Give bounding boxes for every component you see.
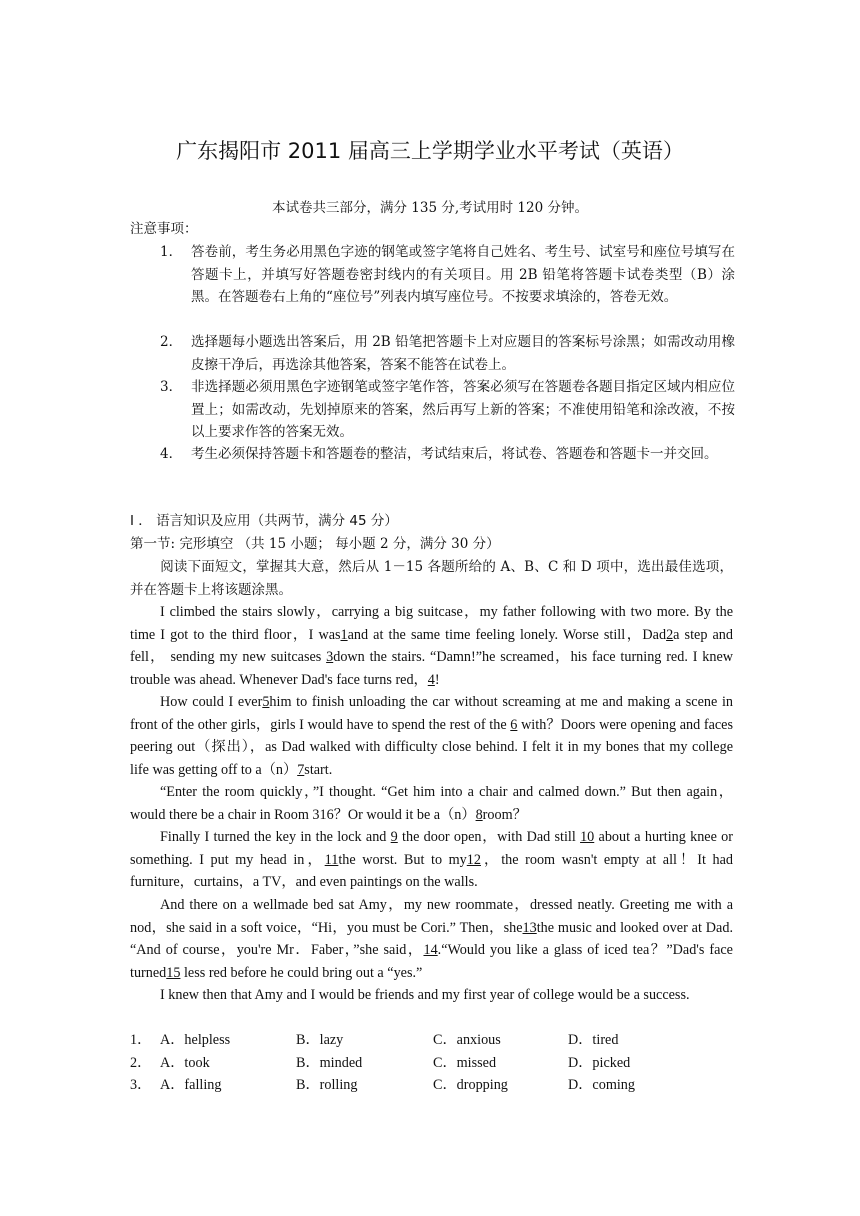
blank-1: 1 <box>340 626 348 643</box>
option-a: A．took <box>160 1054 210 1071</box>
option-d: D．picked <box>568 1054 631 1071</box>
notice-item <box>160 241 735 309</box>
option-c: C．missed <box>433 1054 497 1071</box>
blank-14: 14 <box>423 942 438 959</box>
question-number: 1． <box>130 1032 152 1048</box>
option-c: C．dropping <box>433 1077 508 1094</box>
blank-4: 4 <box>427 671 435 688</box>
exam-subtitle: 本试卷共三部分，满分 135 分,考试用时 120 分钟。 <box>272 200 588 216</box>
option-b: B．rolling <box>296 1077 358 1094</box>
option-b: B．minded <box>296 1054 363 1071</box>
passage-paragraph <box>130 826 733 894</box>
notice-heading: 注意事项： <box>130 221 198 237</box>
question-number: 3． <box>130 1077 152 1094</box>
passage-text: .“Would you like a glass of iced tea？”Dad's face turned <box>130 942 733 981</box>
passage-text: him to finish unloading the car without screaming at me and making a scene in front of the other girls，girls I would have to spend the rest of the <box>130 694 733 733</box>
notice-item <box>160 331 735 376</box>
passage-paragraph <box>130 601 733 691</box>
passage-text: the door open，with Dad still <box>397 829 581 845</box>
page-title: 广东揭阳市 2011 届高三上学期学业水平考试（英语） <box>176 139 684 163</box>
blank-15: 15 <box>166 964 181 981</box>
passage-text: ，the room wasn't empty at all！It had furniture，curtains，a TV，and even paintings on the walls. <box>130 851 733 891</box>
question-number: 2． <box>130 1054 152 1071</box>
notice-text: 答卷前，考生务必用黑色字迹的钢笔或签字笔将自己姓名、考生号、试室号和座位号填写在答题卡上，并填写好答题卷密封线内的有关项目。用 2B 铅笔将答题卡试卷类型（B）涂黑。在答题卷右上角的“座位号”列表内填写座位号。不按要求填涂的，答卷无效。 <box>191 244 735 305</box>
passage-text: with？Doors were opening and faces peering out（探出），as Dad walked with difficulty close behind. I felt it in my bones that my college life was getting off to a（n） <box>130 716 734 778</box>
passage-text: a step and fell， sending my new suitcases <box>130 626 733 666</box>
blank-11: 11 <box>324 851 339 868</box>
notice-number: 3． <box>160 379 183 395</box>
blank-13: 13 <box>522 919 537 936</box>
option-row <box>130 1074 733 1097</box>
passage-text: “Enter the room quickly，”I thought. “Get him into a chair and calmed down.” But then again，would there be a chair in Room 316？Or would it be a（n） <box>130 784 733 823</box>
option-a: A．falling <box>160 1077 222 1094</box>
passage-text: Finally I turned the key in the lock and <box>160 829 391 845</box>
notice-number: 2． <box>160 334 183 350</box>
blank-3: 3 <box>326 649 334 666</box>
options-list <box>130 1029 733 1097</box>
option-d: D．tired <box>568 1032 619 1048</box>
passage-paragraph <box>130 894 733 984</box>
option-row <box>130 1052 733 1075</box>
section-heading: 第一节: 完形填空 （共 15 小题； 每小题 2 分，满分 30 分） <box>130 536 500 552</box>
notice-text: 考生必须保持答题卡和答题卷的整洁，考试结束后，将试卷、答题卷和答题卡一并交回。 <box>191 446 718 462</box>
option-a: A．helpless <box>160 1032 231 1048</box>
passage-text: And there on a wellmade bed sat Amy，my new roommate，dressed neatly. Greeting me with a nod，she said in a soft voice，“Hi，you must be Cori.” Then，she <box>130 897 733 936</box>
notice-text: 选择题每小题选出答案后，用 2B 铅笔把答题卡上对应题目的答案标号涂黑；如需改动用橡皮擦干净后，再选涂其他答案，答案不能答在试卷上。 <box>191 334 735 373</box>
passage-paragraph <box>130 781 733 826</box>
instruction-paragraph <box>130 556 733 601</box>
part-heading <box>130 510 398 532</box>
passage-text: room？ <box>482 806 527 823</box>
option-row <box>130 1029 733 1052</box>
passage-text: start. <box>304 761 333 778</box>
blank-2: 2 <box>666 626 674 643</box>
notice-item <box>160 443 735 466</box>
notice-number: 4． <box>160 446 183 462</box>
blank-8: 8 <box>475 806 483 823</box>
passage-text: down the stairs. “Damn!”he screamed，his face turning red. I knew trouble was ahead. Whenever Dad's face turns red， <box>130 649 733 688</box>
passage-text: less red before he could bring out a “yes.” <box>180 964 423 981</box>
blank-7: 7 <box>297 761 305 778</box>
passage-paragraph <box>130 984 733 1007</box>
passage-text: I climbed the stairs slowly，carrying a big suitcase，my father following with two more. By the time I got to the third floor，I was <box>130 604 733 643</box>
option-c: C．anxious <box>433 1032 501 1048</box>
passage-paragraph <box>130 691 733 781</box>
passage-text: How could I ever <box>160 694 263 710</box>
blank-12: 12 <box>466 851 481 868</box>
passage-text: and at the same time feeling lonely. Worse still，Dad <box>347 626 667 643</box>
option-b: B．lazy <box>296 1032 344 1048</box>
passage-text: I knew then that Amy and I would be friends and my first year of college would be a success. <box>160 987 690 1003</box>
notice-text: 非选择题必须用黑色字迹钢笔或签字笔作答，答案必须写在答题卷各题目指定区域内相应位置上；如需改动，先划掉原来的答案，然后再写上新的答案；不准使用铅笔和涂改液，不按以上要求作答的答案无效。 <box>191 379 735 440</box>
passage-text: ! <box>434 671 440 688</box>
part-heading-text: I ． 语言知识及应用（共两节，满分 45 分） <box>130 513 398 529</box>
blank-9: 9 <box>390 829 398 845</box>
option-d: D．coming <box>568 1077 635 1094</box>
passage-text: the music and looked over at Dad. “And of course，you're Mr．Faber，”she said， <box>130 919 733 959</box>
blank-6: 6 <box>510 716 518 733</box>
notice-item <box>160 376 735 444</box>
passage-text: the worst. But to my <box>338 851 467 868</box>
passage-text: about a hurting knee or something. I put my head in， <box>130 829 733 868</box>
blank-10: 10 <box>580 829 595 845</box>
blank-5: 5 <box>262 694 270 710</box>
instruction-text: 阅读下面短文，掌握其大意，然后从 1－15 各题所给的 A、B、C 和 D 项中，选出最佳选项，并在答题卡上将该题涂黑。 <box>130 559 733 598</box>
notice-number: 1． <box>160 244 183 260</box>
